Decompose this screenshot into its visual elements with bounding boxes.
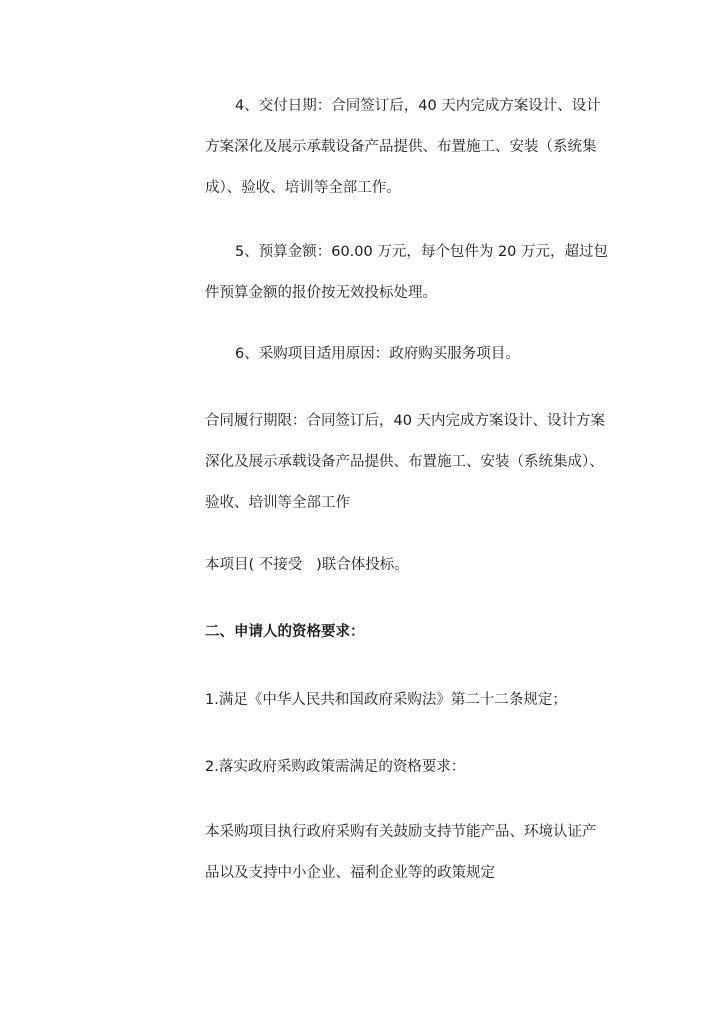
requirement-1-line: 1.满足《中华人民共和国政府采购法》第二十二条规定； — [205, 692, 567, 708]
requirement-2-line: 2.落实政府采购政策需满足的资格要求： — [205, 759, 466, 775]
consortium-paragraph — [205, 545, 605, 586]
policy-paragraph — [205, 812, 605, 894]
policy-line-2: 品以及支持中小企业、福利企业等的政策规定 — [205, 865, 495, 881]
contract-period-line-2: 深化及展示承载设备产品提供、布置施工、安装（系统集成）、 — [205, 454, 604, 470]
requirement-1-paragraph — [205, 680, 605, 721]
qualification-heading: 二、申请人的资格要求： — [205, 624, 365, 640]
procurement-reason-paragraph — [205, 334, 605, 375]
procurement-reason-line: 6、采购项目适用原因：政府购买服务项目。 — [235, 346, 520, 362]
budget-paragraph — [205, 232, 609, 314]
consortium-line: 本项目( 不接受 )联合体投标。 — [205, 557, 409, 573]
budget-line-1: 5、预算金额：60.00 万元，每个包件为 20 万元，超过包 — [235, 244, 609, 260]
delivery-date-paragraph — [205, 86, 605, 209]
contract-period-line-3: 验收、培训等全部工作 — [205, 495, 350, 511]
requirement-2-paragraph — [205, 747, 605, 788]
delivery-date-line-2: 方案深化及展示承载设备产品提供、布置施工、安装（系统集 — [205, 139, 597, 155]
delivery-date-line-3: 成）、验收、培训等全部工作。 — [205, 180, 401, 196]
policy-line-1: 本采购项目执行政府采购有关鼓励支持节能产品、环境认证产 — [205, 824, 597, 840]
contract-period-line-1: 合同履行期限：合同签订后，40 天内完成方案设计、设计方案 — [205, 413, 606, 429]
delivery-date-line-1: 4、交付日期：合同签订后，40 天内完成方案设计、设计 — [235, 98, 601, 114]
section-heading — [205, 612, 605, 653]
contract-period-paragraph — [205, 401, 605, 524]
budget-line-2: 件预算金额的报价按无效投标处理。 — [205, 285, 437, 301]
